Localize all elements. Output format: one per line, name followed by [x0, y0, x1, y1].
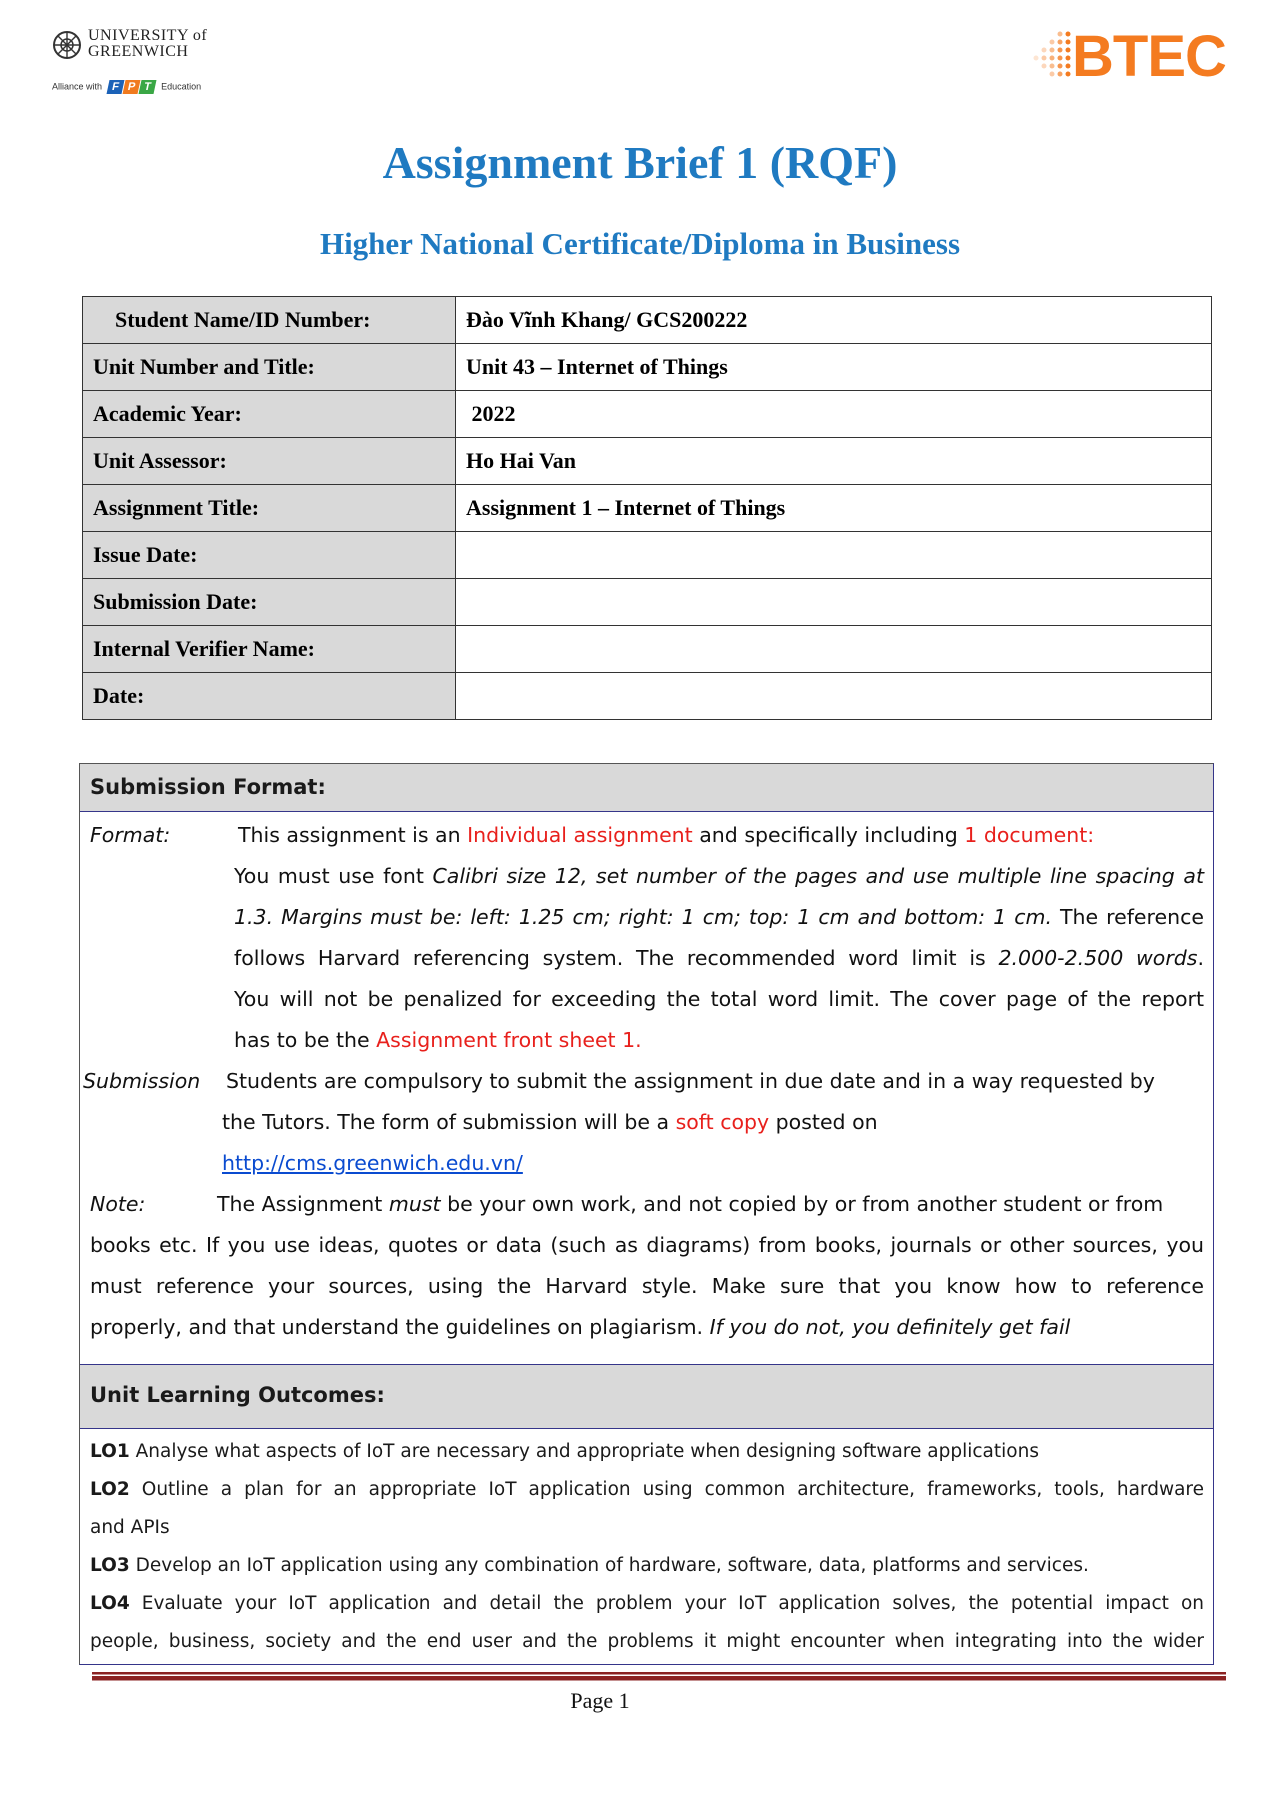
- fpt-logo: F P T: [108, 80, 156, 94]
- table-row: [83, 626, 1212, 673]
- learning-outcomes-body: [80, 1429, 1213, 1662]
- field-value: Ho Hai Van: [456, 438, 1212, 485]
- submission-line-1: Students are compulsory to submit the assignment in due date and in a way requested by: [226, 1069, 1155, 1093]
- submission-format-heading: Submission Format:: [80, 764, 1213, 812]
- cms-link[interactable]: http://cms.greenwich.edu.vn/: [222, 1151, 523, 1175]
- field-value: 2022: [456, 391, 1212, 438]
- note-label: Note:: [90, 1192, 146, 1216]
- lo1-item: LO1 Analyse what aspects of IoT are necessary and appropriate when designing software applications: [90, 1441, 1039, 1462]
- table-row: [83, 438, 1212, 485]
- assignment-info-table: [82, 296, 1212, 720]
- field-value: Đào Vĩnh Khang/ GCS200222: [456, 297, 1212, 344]
- field-value: [456, 532, 1212, 579]
- table-row: [83, 297, 1212, 344]
- field-label: Internal Verifier Name:: [83, 626, 456, 673]
- field-value: [456, 626, 1212, 673]
- lo2-item: LO2 Outline a plan for an appropriate IoT application using common architecture, frameworks, tools, hardware: [90, 1479, 1204, 1500]
- format-line-6: has to be the Assignment front sheet 1.: [234, 1028, 642, 1052]
- note-line-1: The Assignment must be your own work, and not copied by or from another student or from: [217, 1192, 1164, 1216]
- note-line-4: properly, and that understand the guidelines on plagiarism. If you do not, you definitely get fail: [90, 1315, 1071, 1339]
- field-label: Date:: [83, 673, 456, 720]
- submission-format-body: [80, 812, 1213, 1364]
- field-label: Assignment Title:: [83, 485, 456, 532]
- alliance-line: Alliance with F P T Education: [52, 81, 202, 93]
- field-value: [456, 673, 1212, 720]
- submission-line-2: the Tutors. The form of submission will be a soft copy posted on: [222, 1110, 878, 1134]
- field-label: Submission Date:: [83, 579, 456, 626]
- field-label: Unit Assessor:: [83, 438, 456, 485]
- btec-dots-icon: [1030, 30, 1078, 82]
- note-line-2: books etc. If you use ideas, quotes or data (such as diagrams) from books, journals or other sources, you: [90, 1233, 1204, 1257]
- format-line-1: This assignment is an Individual assignment and specifically including 1 document:: [238, 823, 1095, 847]
- table-row: [83, 344, 1212, 391]
- format-line-3: 1.3. Margins must be: left: 1.25 cm; right: 1 cm; top: 1 cm and bottom: 1 cm. The reference: [234, 905, 1204, 929]
- field-value: Assignment 1 – Internet of Things: [456, 485, 1212, 532]
- learning-outcomes-heading: Unit Learning Outcomes:: [80, 1364, 1213, 1429]
- page-title: Assignment Brief 1 (RQF): [382, 137, 898, 188]
- table-row: [83, 391, 1212, 438]
- format-label: Format:: [90, 823, 171, 847]
- field-label: Unit Number and Title:: [83, 344, 456, 391]
- lo4-item-cont: people, business, society and the end user and the problems it might encounter when integrating into the wider: [90, 1631, 1204, 1652]
- lo2-item-cont: and APIs: [90, 1517, 170, 1538]
- university-name: UNIVERSITY of GREENWICH: [88, 27, 208, 60]
- lo4-item: LO4 Evaluate your IoT application and detail the problem your IoT application solves, the potential impact on: [90, 1593, 1204, 1614]
- table-row: [83, 485, 1212, 532]
- page-number: Page 1: [570, 1688, 630, 1713]
- format-line-2: You must use font Calibri size 12, set number of the pages and use multiple line spacing at: [234, 864, 1205, 888]
- note-line-3: must reference your sources, using the Harvard style. Make sure that you know how to reference: [90, 1274, 1204, 1298]
- field-label: Student Name/ID Number:: [83, 297, 456, 344]
- submission-label: Submission: [83, 1069, 201, 1093]
- format-line-5: You will not be penalized for exceeding the total word limit. The cover page of the report: [234, 987, 1204, 1011]
- field-value: Unit 43 – Internet of Things: [456, 344, 1212, 391]
- field-label: Academic Year:: [83, 391, 456, 438]
- table-row: [83, 673, 1212, 720]
- submission-box: [79, 763, 1214, 1665]
- lo3-item: LO3 Develop an IoT application using any combination of hardware, software, data, platforms and services.: [90, 1555, 1089, 1576]
- format-line-4: follows Harvard referencing system. The recommended word limit is 2.000-2.500 words.: [234, 946, 1204, 970]
- field-label: Issue Date:: [83, 532, 456, 579]
- table-row: [83, 579, 1212, 626]
- university-crest-icon: [52, 30, 82, 60]
- field-value: [456, 579, 1212, 626]
- university-logo: [52, 28, 222, 103]
- page-subtitle: Higher National Certificate/Diploma in Business: [319, 226, 961, 261]
- btec-wordmark: BTEC: [1072, 24, 1226, 89]
- table-row: [83, 532, 1212, 579]
- footer-divider: [92, 1672, 1226, 1681]
- btec-logo: [1030, 24, 1250, 89]
